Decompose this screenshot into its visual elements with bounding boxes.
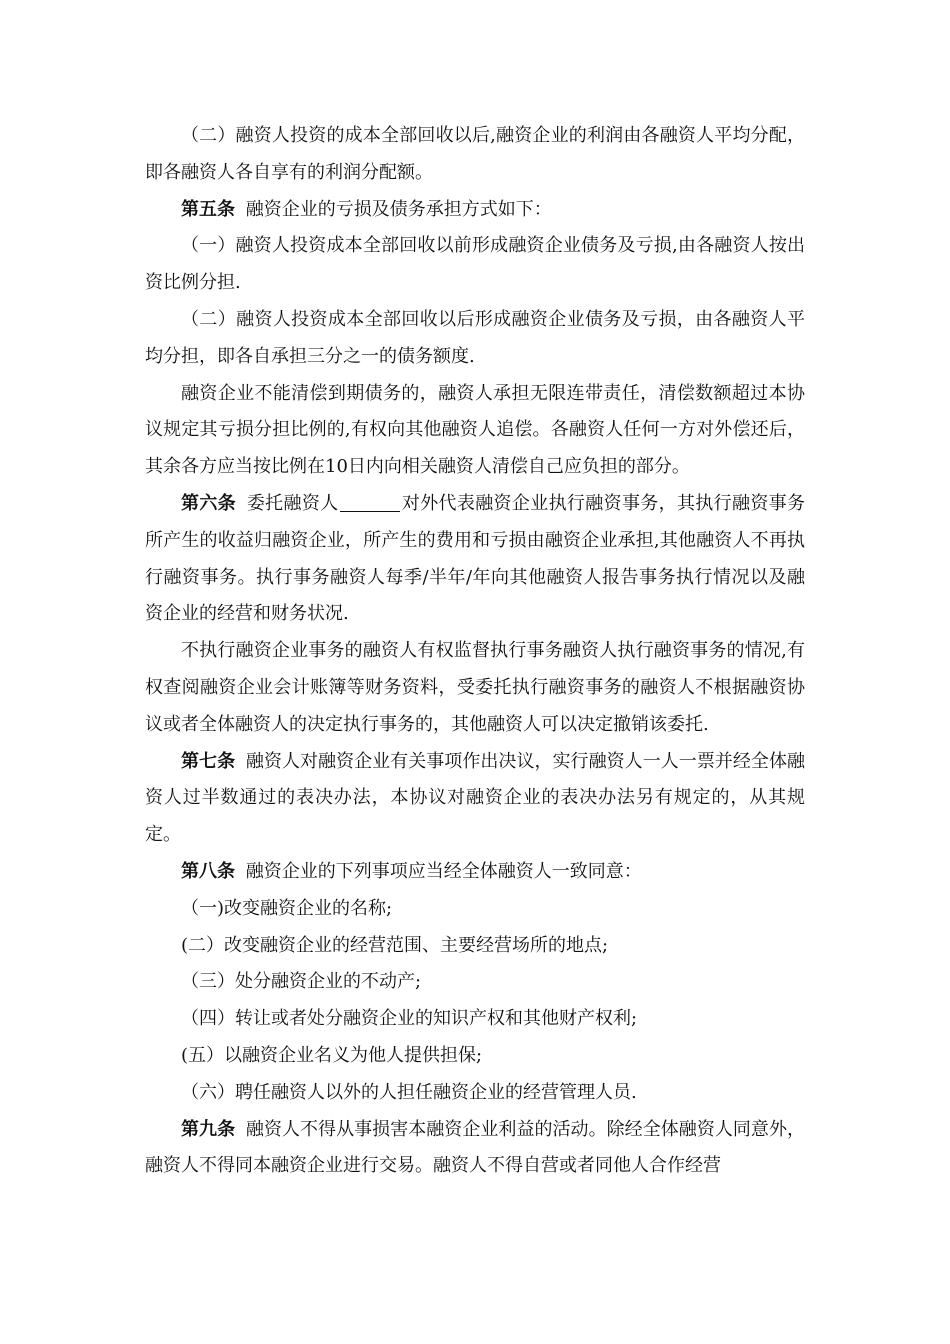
article-heading: 第五条	[181, 198, 235, 220]
article-heading: 第九条	[181, 1118, 236, 1140]
paragraph-text: （二）融资人投资成本全部回收以后形成融资企业债务及亏损，由各融资人平均分担，即各自承担三分之一的债务额度.	[145, 308, 805, 367]
paragraph-text: （三）处分融资企业的不动产;	[181, 971, 422, 993]
paragraph-profit-distribution-2	[145, 118, 805, 192]
paragraph-text: 融资企业的亏损及债务承担方式如下：	[245, 198, 552, 220]
article-heading: 第六条	[181, 492, 237, 514]
list-item-real-estate	[145, 964, 805, 1001]
paragraph-supervision-rights	[145, 633, 805, 743]
article-6	[145, 486, 805, 633]
paragraph-loss-item-1	[145, 228, 805, 302]
paragraph-text: 融资人对融资企业有关事项作出决议，实行融资人一人一票并经全体融资人过半数通过的表决办法，本协议对融资企业的表决办法另有规定的，从其规定。	[145, 750, 805, 846]
list-item-guarantee	[145, 1038, 805, 1075]
article-9	[145, 1112, 805, 1186]
list-item-change-scope	[145, 928, 805, 965]
paragraph-text: (二）改变融资企业的经营范围、主要经营场所的地点;	[181, 934, 609, 956]
paragraph-text: 融资企业的下列事项应当经全体融资人一致同意：	[245, 860, 642, 882]
list-item-ip-rights	[145, 1001, 805, 1038]
article-8	[145, 854, 805, 891]
paragraph-text-after-blank: 对外代表融资企业执行融资事务，其执行融资事务所产生的收益归融资企业，所产生的费用和亏损由融资企业承担,其他融资人不再执行融资事务。执行事务融资人每季/半年/年向其他融资人报告事务执行情况以及融资企业的经营和财务状况.	[145, 492, 806, 625]
article-5	[145, 192, 805, 229]
paragraph-loss-item-2	[145, 302, 805, 376]
paragraph-text: （二）融资人投资的成本全部回收以后,融资企业的利润由各融资人平均分配，即各融资人各自享有的利润分配额。	[145, 125, 805, 183]
paragraph-joint-liability	[145, 376, 805, 486]
article-heading: 第七条	[181, 750, 236, 772]
paragraph-text: （六）聘任融资人以外的人担任融资企业的经营管理人员.	[181, 1081, 637, 1103]
paragraph-text-before-blank: 委托融资人	[246, 492, 339, 514]
list-item-change-name	[145, 891, 805, 928]
paragraph-text: 不执行融资企业事务的融资人有权监督执行事务融资人执行融资事务的情况,有权查阅融资企业会计账簿等财务资料，受委托执行融资事务的融资人不根据融资协议或者全体融资人的决定执行事务的，其他融资人可以决定撤销该委托.	[145, 640, 805, 735]
document-body	[145, 118, 805, 1185]
paragraph-text: （四）转让或者处分融资企业的知识产权和其他财产权利;	[181, 1008, 638, 1030]
paragraph-text: （一)改变融资企业的名称;	[181, 897, 393, 919]
paragraph-text: 融资人不得从事损害本融资企业利益的活动。除经全体融资人同意外，融资人不得同本融资企业进行交易。融资人不得自营或者同他人合作经营	[145, 1118, 805, 1177]
list-item-hire-managers	[145, 1075, 805, 1112]
article-heading: 第八条	[181, 860, 235, 882]
fill-in-blank	[340, 493, 399, 512]
article-7	[145, 744, 805, 854]
paragraph-text: （一）融资人投资成本全部回收以前形成融资企业债务及亏损,由各融资人按出资比例分担.	[145, 235, 805, 294]
paragraph-text: 融资企业不能清偿到期债务的，融资人承担无限连带责任，清偿数额超过本协议规定其亏损分担比例的,有权向其他融资人追偿。各融资人任何一方对外偿还后，其余各方应当按比例在10日内向相关融资人清偿自己应负担的部分。	[145, 382, 805, 478]
paragraph-text: (五）以融资企业名义为他人提供担保;	[181, 1044, 483, 1066]
